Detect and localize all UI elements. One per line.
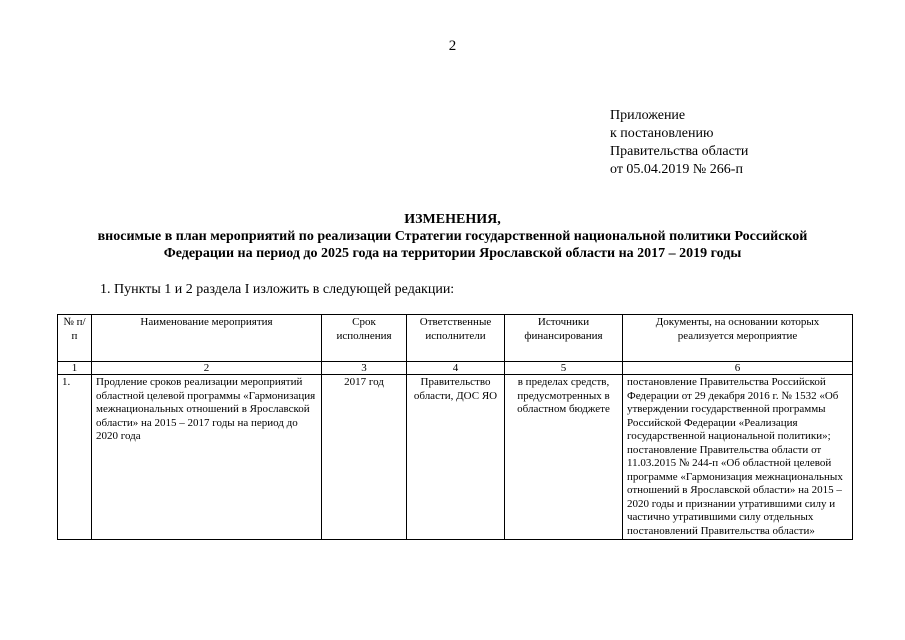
column-number: 5 xyxy=(505,362,623,375)
column-number-row xyxy=(58,362,853,375)
row-documents: постановление Правительства Российской Федерации от 29 декабря 2016 г. № 1532 «Об утверждении государственной программы Российской Федерации «Реализация государственной национальной политики»; постановление Правительства области от 11.03.2015 № 244-п «Об областной целевой программе «Гармонизация межнациональных отношений в Ярославской области» на 2015 – 2020 годы и признании утратившими силу и частично утратившими силу отдельных постановлений Правительства области» xyxy=(623,375,853,540)
row-executors: Правительство области, ДОС ЯО xyxy=(407,375,505,540)
header-term: Срок исполнения xyxy=(322,315,407,362)
header-name: Наименование мероприятия xyxy=(92,315,322,362)
row-name: Продление сроков реализации мероприятий областной целевой программы «Гармонизация межнациональных отношений в Ярославской области» на 2015 – 2017 годы на период до 2020 года xyxy=(92,375,322,540)
appendix-line: Правительства области xyxy=(610,144,749,159)
appendix-block xyxy=(610,107,748,179)
row-num: 1. xyxy=(58,375,92,540)
document-title xyxy=(30,211,875,262)
table-header-row xyxy=(58,315,853,362)
title-line: вносимые в план мероприятий по реализации Стратегии государственной национальной политики Российской xyxy=(97,229,808,244)
appendix-line: от 05.04.2019 № 266-п xyxy=(610,162,743,177)
appendix-line: Приложение xyxy=(610,108,686,123)
table-row xyxy=(58,375,853,540)
intro-paragraph: 1. Пункты 1 и 2 раздела I изложить в следующей редакции: xyxy=(100,282,455,297)
column-number: 4 xyxy=(407,362,505,375)
header-financing: Источники финансирования xyxy=(505,315,623,362)
plan-table xyxy=(57,314,853,540)
column-number: 1 xyxy=(58,362,92,375)
appendix-line: к постановлению xyxy=(610,126,714,141)
row-financing: в пределах средств, предусмотренных в областном бюджете xyxy=(505,375,623,540)
page-number: 2 xyxy=(448,38,457,54)
header-executors: Ответственные исполнители xyxy=(407,315,505,362)
row-term: 2017 год xyxy=(322,375,407,540)
column-number: 2 xyxy=(92,362,322,375)
title-heading: ИЗМЕНЕНИЯ, xyxy=(404,212,501,227)
header-documents: Документы, на основании которых реализуется мероприятие xyxy=(623,315,853,362)
column-number: 3 xyxy=(322,362,407,375)
column-number: 6 xyxy=(623,362,853,375)
header-num: № п/п xyxy=(58,315,92,362)
title-line: Федерации на период до 2025 года на территории Ярославской области на 2017 – 2019 годы xyxy=(163,246,742,261)
